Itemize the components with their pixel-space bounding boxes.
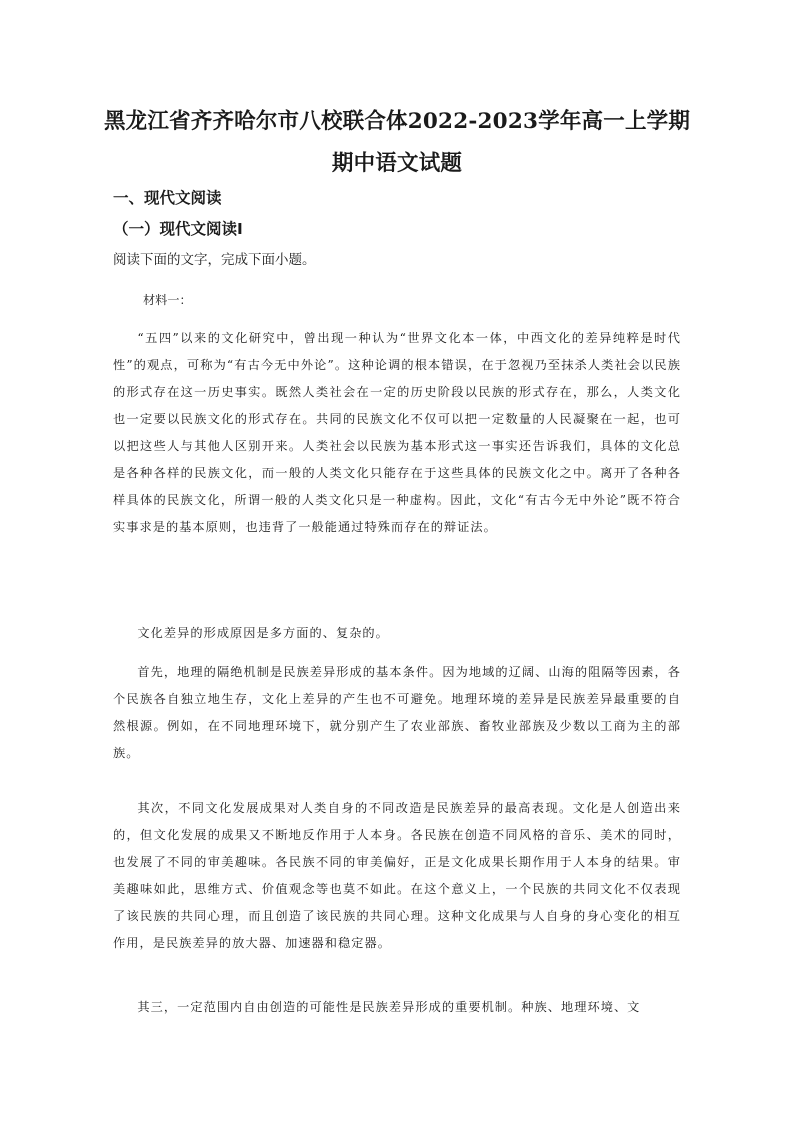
section-heading: 一、现代文阅读	[113, 189, 222, 207]
document-title-line-2: 期中语文试题	[331, 151, 463, 176]
paragraph-2: 文化差异的形成原因是多方面的、复杂的。	[137, 626, 389, 640]
paragraph-4: 其次，不同文化发展成果对人类自身的不同改造是民族差异的最高表现。文化是人创造出来的，但文化发展的成果又不断地反作用于人本身。各民族在创造不同风格的音乐、美术的同时，也发展了不同的审美趣味。各民族不同的审美偏好，正是文化成果长期作用于人本身的结果。审美趣味如此，思维方式、价值观念等也莫不如此。在这个意义上，一个民族的共同文化不仅表现了该民族的共同心理，而且创造了该民族的共同心理。这种文化成果与人自身的身心变化的相互作用，是民族差异的放大器、加速器和稳定器。	[113, 801, 681, 950]
material-label: 材料一：	[143, 293, 192, 307]
document-title-line-1: 黑龙江省齐齐哈尔市八校联合体2022-2023学年高一上学期	[103, 109, 691, 134]
paragraph-3: 首先，地理的隔绝机制是民族差异形成的基本条件。因为地域的辽阔、山海的阻隔等因素，各个民族各自独立地生存，文化上差异的产生也不可避免。地理环境的差异是民族差异最重要的自然根源。例如，在不同地理环境下，就分别产生了农业部族、畜牧业部族及少数以工商为主的部族。	[113, 665, 681, 760]
paragraph-1: “五四”以来的文化研究中，曾出现一种认为“世界文化本一体，中西文化的差异纯粹是时代性”的观点，可称为“有古今无中外论”。这种论调的根本错误，在于忽视乃至抹杀人类社会以民族的形式存在这一历史事实。既然人类社会在一定的历史阶段以民族的形式存在，那么，人类文化也一定要以民族文化的形式存在。共同的民族文化不仅可以把一定数量的人民凝聚在一起，也可以把这些人与其他人区别开来。人类社会以民族为基本形式这一事实还告诉我们，具体的文化总是各种各样的民族文化，而一般的人类文化只能存在于这些具体的民族文化之中。离开了各种各样具体的民族文化，所谓一般的人类文化只是一种虚构。因此，文化“有古今无中外论”既不符合实事求是的基本原则，也违背了一般能通过特殊而存在的辩证法。	[113, 331, 681, 534]
subsection-heading: （一）现代文阅读Ⅰ	[113, 220, 243, 238]
reading-instruction: 阅读下面的文字，完成下面小题。	[113, 252, 316, 268]
paragraph-5: 其三，一定范围内自由创造的可能性是民族差异形成的重要机制。种族、地理环境、文	[137, 1000, 641, 1014]
